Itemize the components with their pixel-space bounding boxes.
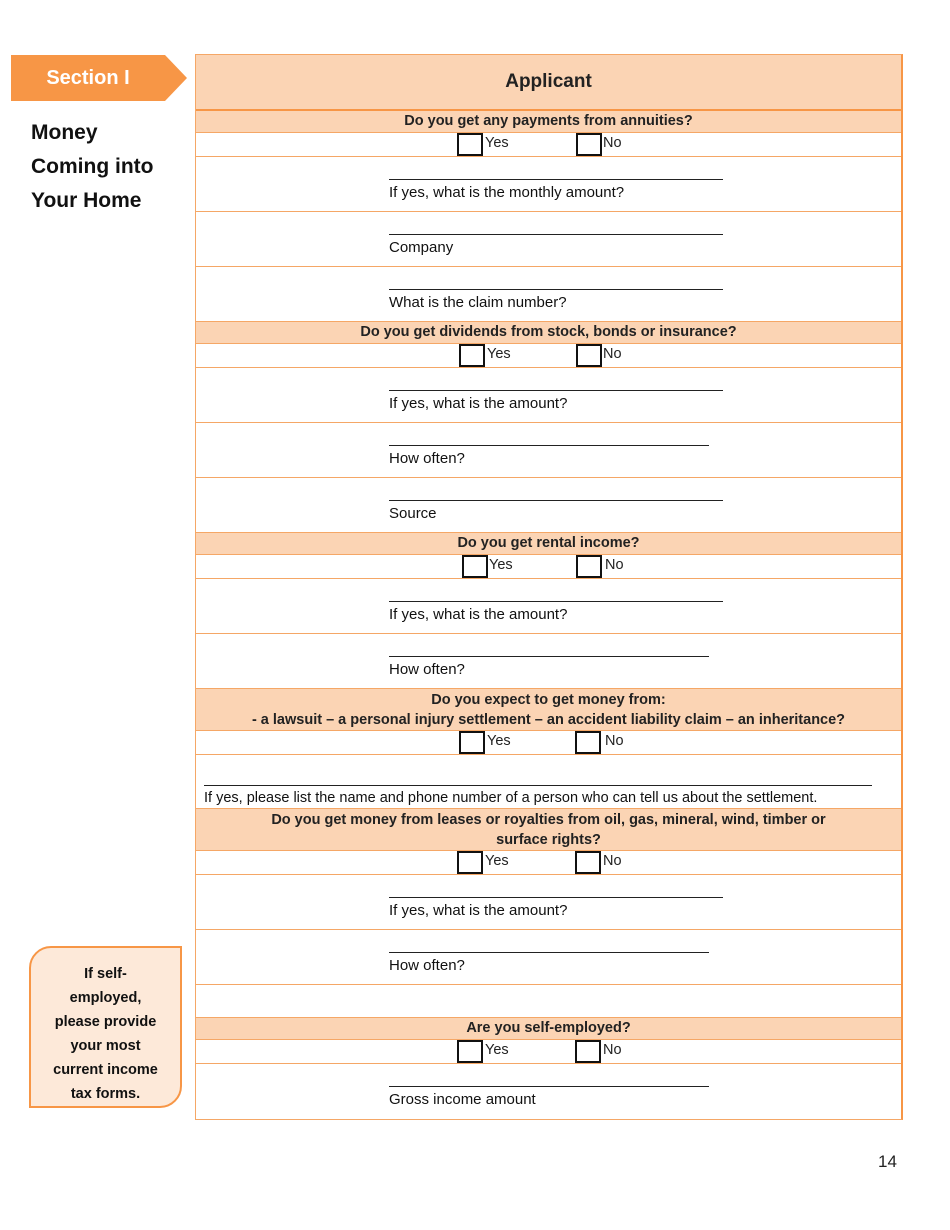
gross-income-label: Gross income amount: [389, 1091, 536, 1108]
lease-often-line: [389, 952, 709, 953]
question-leases: [196, 809, 901, 851]
dividend-amount-label: If yes, what is the amount?: [389, 395, 568, 412]
yes-label: Yes: [485, 1042, 509, 1058]
question-annuities: Do you get any payments from annuities?: [196, 111, 901, 133]
yes-label: Yes: [489, 557, 513, 573]
self-employed-callout: [29, 946, 182, 1108]
callout-line: current income: [53, 1062, 158, 1078]
self-employed-yes-no: [196, 1040, 901, 1064]
self-employed-yes-checkbox[interactable]: [457, 1040, 483, 1063]
question-expect-line1: Do you expect to get money from:: [431, 692, 666, 708]
settlement-contact-line: [204, 785, 872, 786]
dividends-no-checkbox[interactable]: [576, 344, 602, 367]
lease-often-label: How often?: [389, 957, 465, 974]
yes-label: Yes: [485, 135, 509, 151]
question-rental: Do you get rental income?: [196, 533, 901, 555]
rental-no-checkbox[interactable]: [576, 555, 602, 578]
annuity-amount-line: [389, 179, 723, 180]
callout-line: your most: [70, 1038, 141, 1054]
question-dividends: Do you get dividends from stock, bonds or insurance?: [196, 322, 901, 344]
rental-amount-label: If yes, what is the amount?: [389, 606, 568, 623]
no-label: No: [605, 733, 624, 749]
settlement-contact-label: If yes, please list the name and phone number of a person who can tell us about the settlement.: [204, 790, 818, 806]
annuities-yes-no: [196, 133, 901, 157]
section-tab: [11, 55, 165, 101]
section-label: Section I: [46, 66, 130, 89]
lease-often-field[interactable]: [196, 930, 901, 985]
annuity-company-line: [389, 234, 723, 235]
dividend-source-line: [389, 500, 723, 501]
rental-often-label: How often?: [389, 661, 465, 678]
question-expect-line2: - a lawsuit – a personal injury settlement – an accident liability claim – an inheritance?: [251, 712, 846, 728]
rental-yes-checkbox[interactable]: [462, 555, 488, 578]
question-expect-money: [196, 689, 901, 731]
dividend-often-line: [389, 445, 709, 446]
question-self-employed: Are you self-employed?: [196, 1018, 901, 1040]
form-header-label: Applicant: [505, 71, 592, 92]
annuity-amount-field[interactable]: [196, 157, 901, 212]
dividends-yes-checkbox[interactable]: [459, 344, 485, 367]
annuity-claim-field[interactable]: [196, 267, 901, 322]
rental-often-field[interactable]: [196, 634, 901, 689]
leases-yes-no: [196, 851, 901, 875]
no-label: No: [603, 853, 622, 869]
no-label: No: [603, 346, 622, 362]
question-leases-line2: surface rights?: [496, 832, 601, 848]
expect-yes-no: [196, 731, 901, 755]
section-title: [31, 116, 191, 218]
gross-income-field[interactable]: [196, 1064, 901, 1119]
applicant-form: [195, 54, 903, 1120]
annuity-company-field[interactable]: [196, 212, 901, 267]
expect-no-checkbox[interactable]: [575, 731, 601, 754]
self-employed-no-checkbox[interactable]: [575, 1040, 601, 1063]
dividend-often-label: How often?: [389, 450, 465, 467]
leases-yes-checkbox[interactable]: [457, 851, 483, 874]
dividend-source-label: Source: [389, 505, 437, 522]
callout-line: please provide: [54, 1014, 157, 1030]
annuities-no-checkbox[interactable]: [576, 133, 602, 156]
lease-amount-label: If yes, what is the amount?: [389, 902, 568, 919]
rental-amount-field[interactable]: [196, 579, 901, 634]
section-title-line: Coming into: [31, 155, 154, 178]
no-label: No: [603, 1042, 622, 1058]
annuity-claim-line: [389, 289, 723, 290]
section-title-line: Money: [31, 121, 98, 144]
yes-label: Yes: [487, 733, 511, 749]
lease-amount-field[interactable]: [196, 875, 901, 930]
dividend-amount-field[interactable]: [196, 368, 901, 423]
yes-label: Yes: [487, 346, 511, 362]
lease-amount-line: [389, 897, 723, 898]
callout-line: tax forms.: [70, 1086, 141, 1102]
section-title-line: Your Home: [31, 189, 142, 212]
question-leases-line1: Do you get money from leases or royalties from oil, gas, mineral, wind, timber or: [271, 812, 826, 828]
page-number: 14: [878, 1152, 897, 1171]
form-header: [196, 55, 901, 111]
dividend-source-field[interactable]: [196, 478, 901, 533]
blank-row: [196, 985, 901, 1018]
leases-no-checkbox[interactable]: [575, 851, 601, 874]
annuities-yes-checkbox[interactable]: [457, 133, 483, 156]
callout-line: employed,: [69, 990, 142, 1006]
no-label: No: [605, 557, 624, 573]
dividend-often-field[interactable]: [196, 423, 901, 478]
annuity-company-label: Company: [389, 239, 454, 256]
rental-yes-no: [196, 555, 901, 579]
callout-line: If self-: [84, 966, 127, 982]
rental-amount-line: [389, 601, 723, 602]
gross-income-line: [389, 1086, 709, 1087]
expect-yes-checkbox[interactable]: [459, 731, 485, 754]
dividends-yes-no: [196, 344, 901, 368]
annuity-claim-label: What is the claim number?: [389, 294, 567, 311]
annuity-amount-label: If yes, what is the monthly amount?: [389, 184, 625, 201]
settlement-contact-field[interactable]: [196, 755, 901, 809]
rental-often-line: [389, 656, 709, 657]
dividend-amount-line: [389, 390, 723, 391]
yes-label: Yes: [485, 853, 509, 869]
no-label: No: [603, 135, 622, 151]
